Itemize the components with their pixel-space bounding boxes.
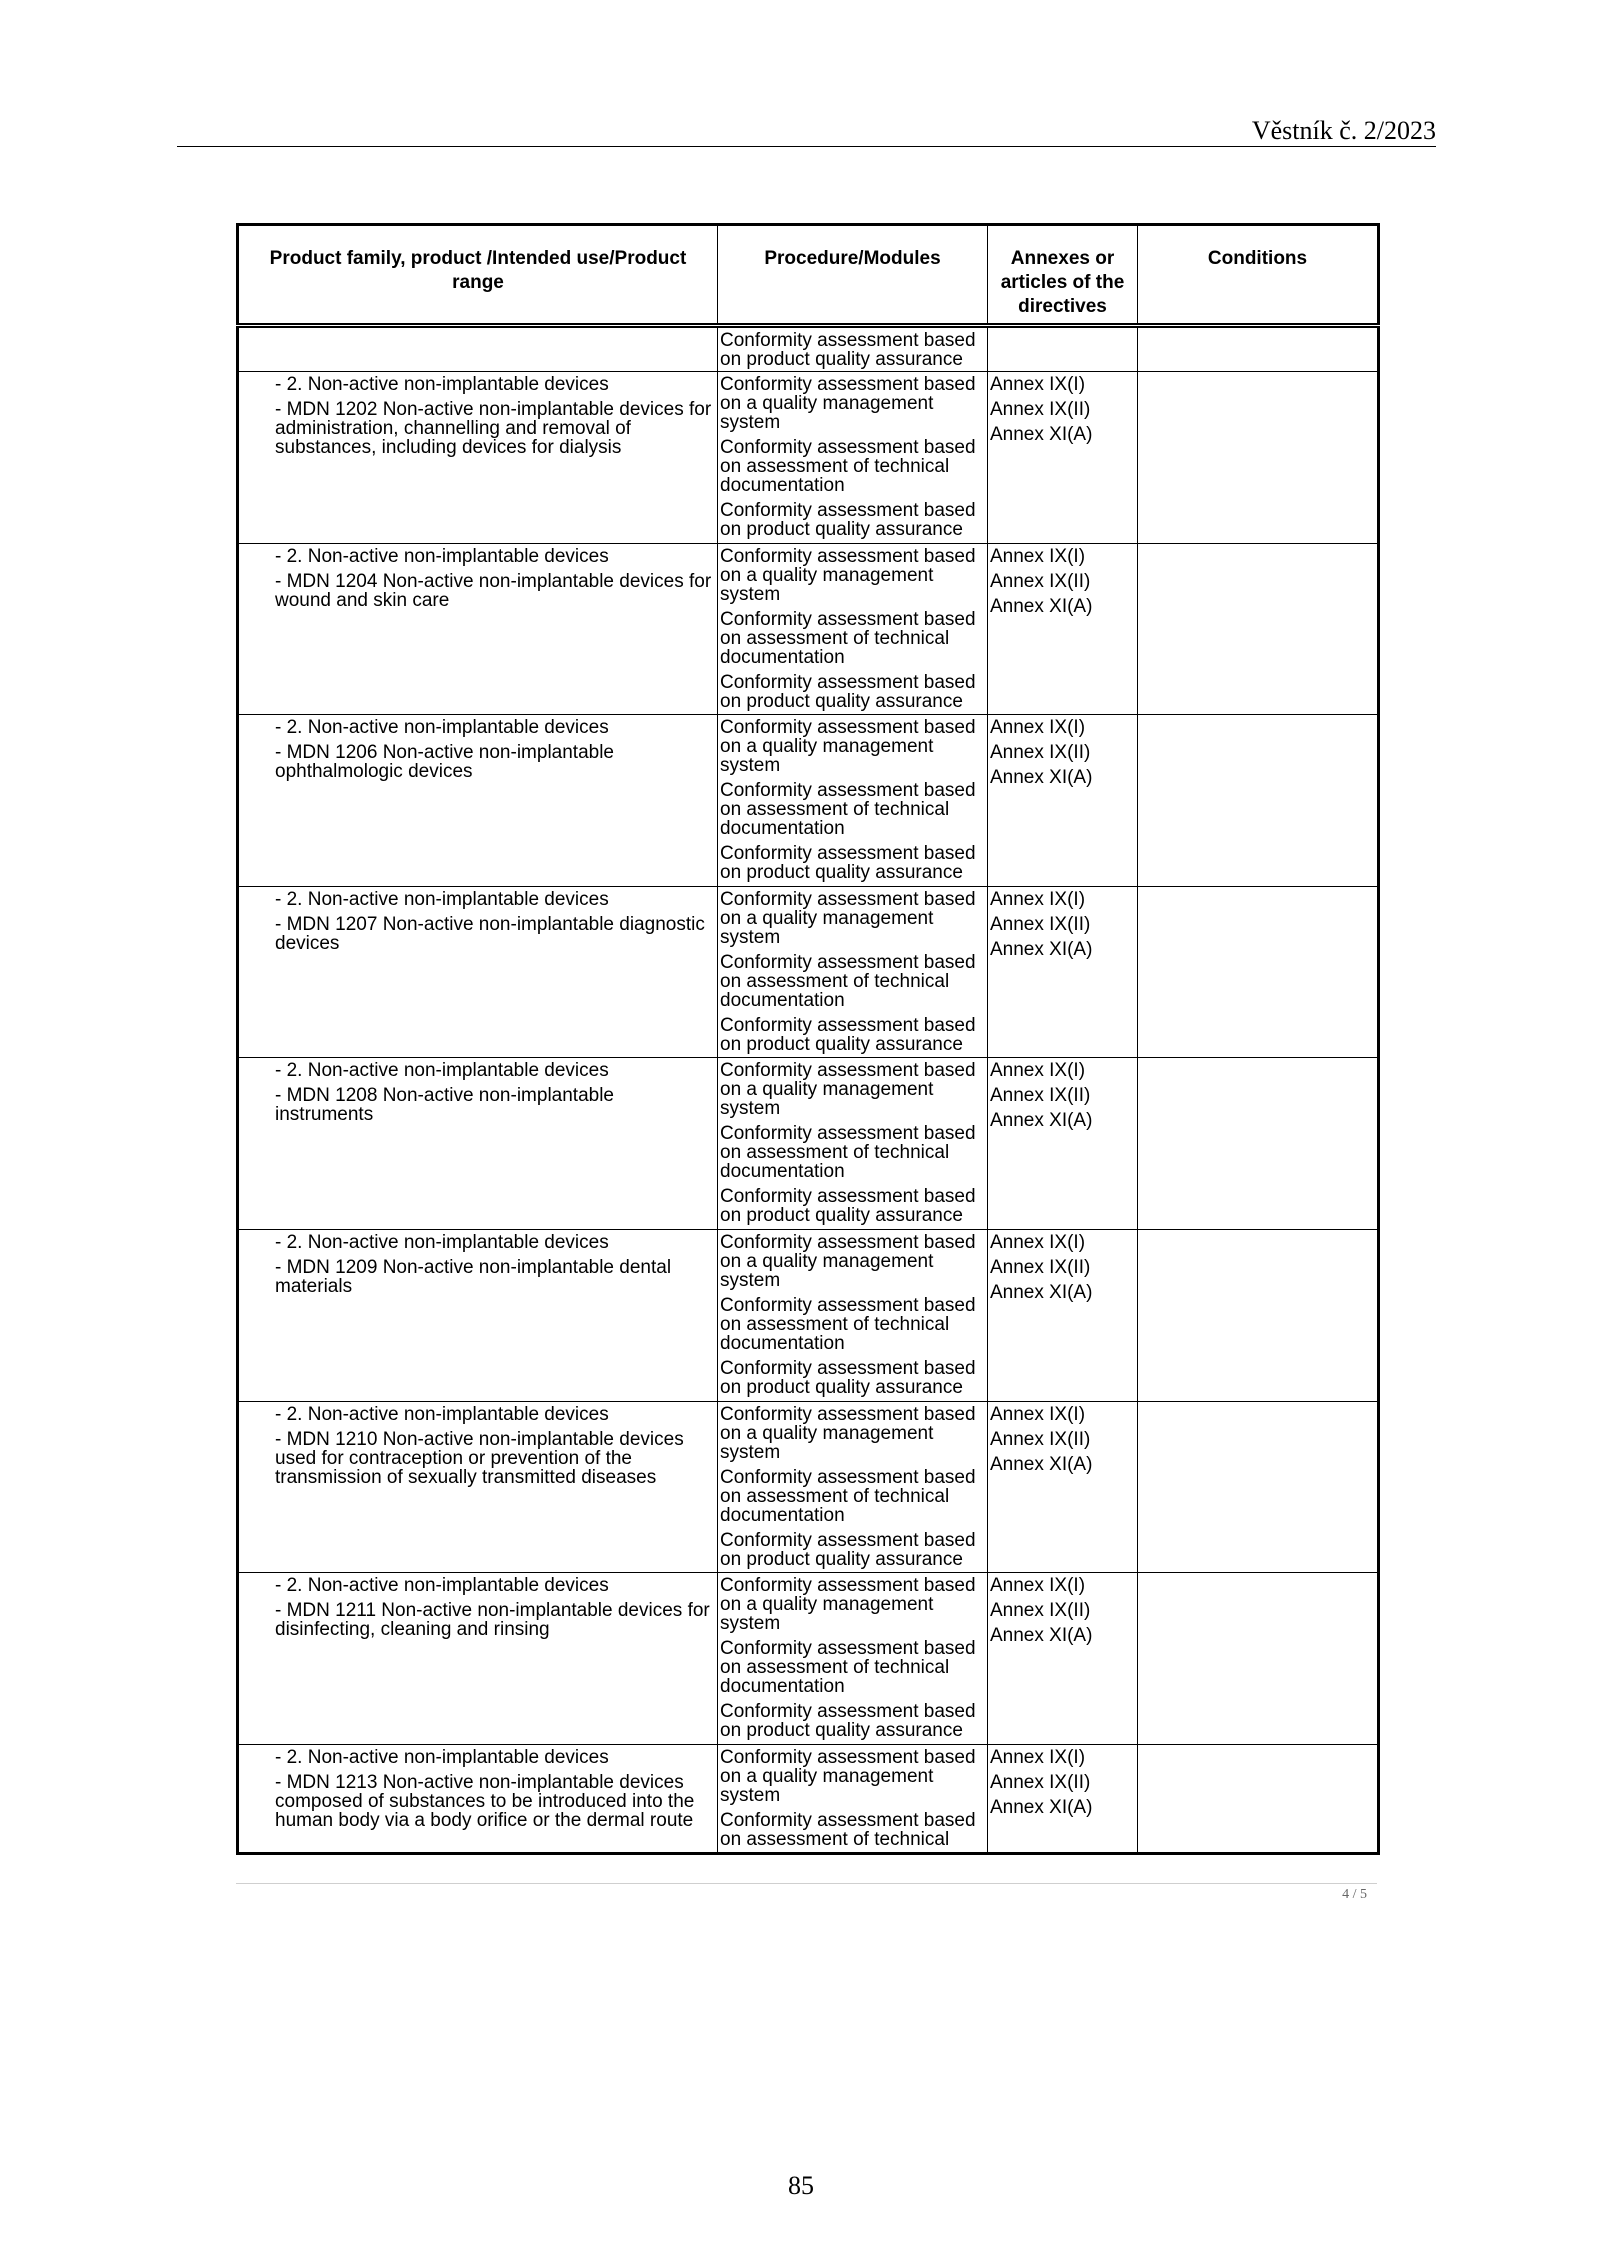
- text-line: on assessment of technical: [720, 1313, 950, 1335]
- text-line: on assessment of technical: [720, 1485, 950, 1507]
- annex-reference: Annex XI(A): [990, 1625, 1093, 1647]
- text-line: Conformity assessment based: [720, 1638, 976, 1660]
- table-body: [238, 326, 1379, 1854]
- text-line: on a quality management: [720, 736, 934, 758]
- column-header-procedure: [718, 225, 988, 326]
- text-line: on a quality management: [720, 1765, 934, 1787]
- text-line: system: [720, 1269, 781, 1291]
- conditions-cell: [1138, 1229, 1379, 1401]
- table-row: [238, 1058, 1379, 1230]
- text-line: Conformity assessment based: [720, 1403, 976, 1425]
- text-line: transmission of sexually transmitted diseases: [275, 1466, 657, 1488]
- text-line: - 2. Non-active non-implantable devices: [275, 888, 609, 910]
- text-line: on a quality management: [720, 1422, 934, 1444]
- column-header-line: articles of the: [1000, 272, 1125, 293]
- text-line: Conformity assessment based: [720, 437, 976, 458]
- procedure-paragraph: [720, 953, 987, 1010]
- procedure-paragraph: [720, 1576, 987, 1633]
- product-paragraph: [275, 1086, 717, 1124]
- product-paragraph: [275, 915, 717, 953]
- text-line: Conformity assessment based: [720, 1746, 976, 1768]
- product-paragraph: [275, 1258, 717, 1296]
- annex-reference: Annex IX(I): [990, 1575, 1086, 1597]
- journal-masthead: Věstník č. 2/2023: [1251, 116, 1436, 145]
- product-cell: [238, 1744, 718, 1853]
- conditions-cell: [1138, 372, 1379, 544]
- conditions-cell: [1138, 326, 1379, 372]
- table-row: [238, 543, 1379, 715]
- text-line: Conformity assessment based: [720, 1575, 976, 1597]
- table-header: [238, 225, 1379, 326]
- text-line: - 2. Non-active non-implantable devices: [275, 717, 609, 739]
- procedure-paragraph: [720, 1359, 987, 1397]
- product-cell: [238, 1401, 718, 1573]
- text-line: - 2. Non-active non-implantable devices: [275, 1403, 609, 1425]
- text-line: on assessment of technical: [720, 627, 950, 649]
- text-line: - MDN 1211 Non-active non-implantable devices for: [275, 1600, 710, 1622]
- procedure-paragraph: [720, 547, 987, 604]
- table-row: [238, 1744, 1379, 1853]
- annex-reference: Annex IX(I): [990, 1746, 1086, 1768]
- text-line: system: [720, 755, 781, 777]
- text-line: Conformity assessment based: [720, 1294, 976, 1316]
- annex-reference: Annex XI(A): [990, 1281, 1093, 1303]
- product-paragraph: [275, 1773, 717, 1830]
- text-line: used for contraception or prevention of the: [275, 1447, 633, 1469]
- table-row: [238, 715, 1379, 887]
- procedure-paragraph: [720, 890, 987, 947]
- footer-divider: [236, 1883, 1377, 1884]
- product-paragraph: [275, 1061, 717, 1080]
- text-line: Conformity assessment based: [720, 671, 976, 693]
- procedure-cell: [718, 543, 988, 715]
- annex-reference: Annex IX(II): [990, 570, 1091, 592]
- text-line: Conformity assessment based: [720, 500, 976, 521]
- annex-cell: [988, 326, 1138, 372]
- column-header-line: Product family, product /Intended use/Product: [269, 248, 687, 269]
- text-line: on product quality assurance: [720, 862, 963, 884]
- annex-reference: Annex IX(I): [990, 1060, 1086, 1082]
- product-cell: [238, 372, 718, 544]
- text-line: Conformity assessment based: [720, 1231, 976, 1253]
- text-line: on product quality assurance: [720, 349, 963, 370]
- product-paragraph: [275, 1748, 717, 1767]
- conditions-cell: [1138, 1401, 1379, 1573]
- text-line: Conformity assessment based: [720, 1466, 976, 1488]
- annex-reference: Annex IX(II): [990, 1771, 1091, 1793]
- text-line: on product quality assurance: [720, 1205, 963, 1227]
- procedure-paragraph: [720, 438, 987, 495]
- procedure-paragraph: [720, 1061, 987, 1118]
- text-line: substances, including devices for dialysis: [275, 437, 622, 458]
- annex-cell: [988, 715, 1138, 887]
- procedure-paragraph: [720, 1639, 987, 1696]
- procedure-cell: [718, 1573, 988, 1745]
- text-line: on product quality assurance: [720, 1033, 963, 1055]
- text-line: Conformity assessment based: [720, 330, 976, 351]
- annex-reference: Annex XI(A): [990, 938, 1093, 960]
- text-line: Conformity assessment based: [720, 888, 976, 910]
- annex-reference: Annex IX(II): [990, 1085, 1091, 1107]
- conditions-cell: [1138, 543, 1379, 715]
- annex-reference: Annex IX(I): [990, 374, 1086, 395]
- conformity-table: [236, 223, 1380, 1855]
- procedure-paragraph: [720, 1702, 987, 1740]
- annex-cell: [988, 1744, 1138, 1853]
- text-line: on assessment of technical: [720, 1142, 950, 1164]
- product-cell: [238, 1058, 718, 1230]
- text-line: materials: [275, 1275, 353, 1297]
- procedure-paragraph: [720, 610, 987, 667]
- table-row: [238, 886, 1379, 1058]
- conditions-cell: [1138, 1058, 1379, 1230]
- annex-reference: Annex XI(A): [990, 1796, 1093, 1818]
- column-header-line: Conditions: [1207, 248, 1308, 269]
- text-line: Conformity assessment based: [720, 608, 976, 630]
- text-line: documentation: [720, 1161, 845, 1183]
- procedure-cell: [718, 1744, 988, 1853]
- procedure-paragraph: [720, 718, 987, 775]
- text-line: system: [720, 1613, 781, 1635]
- annex-reference: Annex IX(I): [990, 1403, 1086, 1425]
- text-line: on assessment of technical: [720, 1657, 950, 1679]
- text-line: on assessment of technical: [720, 799, 950, 821]
- text-line: on a quality management: [720, 1250, 934, 1272]
- annex-reference: Annex IX(I): [990, 545, 1086, 567]
- text-line: - 2. Non-active non-implantable devices: [275, 1231, 609, 1253]
- procedure-paragraph: [720, 781, 987, 838]
- masthead-divider: [177, 146, 1436, 147]
- text-line: documentation: [720, 989, 845, 1011]
- conditions-cell: [1138, 715, 1379, 887]
- procedure-cell: [718, 715, 988, 887]
- text-line: wound and skin care: [275, 589, 450, 611]
- annex-reference: Annex XI(A): [990, 595, 1093, 617]
- text-line: on a quality management: [720, 393, 934, 414]
- text-line: Conformity assessment based: [720, 951, 976, 973]
- annex-reference: Annex IX(II): [990, 1256, 1091, 1278]
- text-line: instruments: [275, 1104, 374, 1126]
- text-line: system: [720, 1098, 781, 1120]
- procedure-paragraph: [720, 501, 987, 539]
- procedure-paragraph: [720, 673, 987, 711]
- text-line: on a quality management: [720, 907, 934, 929]
- product-paragraph: [275, 375, 717, 394]
- text-line: Conformity assessment based: [720, 717, 976, 739]
- text-line: Conformity assessment based: [720, 1186, 976, 1208]
- text-line: - 2. Non-active non-implantable devices: [275, 1575, 609, 1597]
- text-line: on product quality assurance: [720, 690, 963, 712]
- text-line: Conformity assessment based: [720, 1060, 976, 1082]
- annex-reference: Annex IX(II): [990, 1428, 1091, 1450]
- text-line: Conformity assessment based: [720, 1014, 976, 1036]
- page-counter: 4 / 5: [1342, 1887, 1367, 1902]
- annex-cell: [988, 1058, 1138, 1230]
- text-line: on product quality assurance: [720, 1376, 963, 1398]
- conditions-cell: [1138, 1744, 1379, 1853]
- text-line: on product quality assurance: [720, 519, 963, 540]
- annex-reference: Annex XI(A): [990, 424, 1093, 445]
- product-paragraph: [275, 1576, 717, 1595]
- procedure-cell: [718, 1401, 988, 1573]
- annex-cell: [988, 886, 1138, 1058]
- procedure-cell: [718, 1229, 988, 1401]
- text-line: - 2. Non-active non-implantable devices: [275, 1746, 609, 1768]
- product-paragraph: [275, 1405, 717, 1424]
- text-line: Conformity assessment based: [720, 545, 976, 567]
- text-line: on assessment of technical: [720, 970, 950, 992]
- text-line: documentation: [720, 1504, 845, 1526]
- table-row: [238, 1229, 1379, 1401]
- procedure-paragraph: [720, 1124, 987, 1181]
- text-line: on assessment of technical: [720, 1828, 950, 1850]
- annex-cell: [988, 372, 1138, 544]
- annex-reference: Annex IX(I): [990, 1231, 1086, 1253]
- text-line: Conformity assessment based: [720, 843, 976, 865]
- annex-reference: Annex IX(II): [990, 913, 1091, 935]
- product-paragraph: [275, 743, 717, 781]
- text-line: system: [720, 412, 781, 433]
- text-line: on a quality management: [720, 1079, 934, 1101]
- product-cell: [238, 543, 718, 715]
- text-line: system: [720, 926, 781, 948]
- text-line: - 2. Non-active non-implantable devices: [275, 374, 609, 395]
- text-line: documentation: [720, 1676, 845, 1698]
- text-line: - MDN 1207 Non-active non-implantable diagnostic: [275, 913, 705, 935]
- text-line: Conformity assessment based: [720, 1357, 976, 1379]
- text-line: disinfecting, cleaning and rinsing: [275, 1619, 550, 1641]
- product-paragraph: [275, 890, 717, 909]
- procedure-paragraph: [720, 331, 987, 369]
- column-header-annexes: [988, 225, 1138, 326]
- table-row: [238, 1573, 1379, 1745]
- text-line: Conformity assessment based: [720, 374, 976, 395]
- column-header-product: [238, 225, 718, 326]
- annex-reference: Annex XI(A): [990, 1453, 1093, 1475]
- product-cell: [238, 886, 718, 1058]
- product-paragraph: [275, 1601, 717, 1639]
- procedure-paragraph: [720, 1531, 987, 1569]
- product-cell: [238, 715, 718, 887]
- text-line: system: [720, 1441, 781, 1463]
- annex-reference: Annex XI(A): [990, 767, 1093, 789]
- text-line: - MDN 1210 Non-active non-implantable devices: [275, 1428, 684, 1450]
- procedure-paragraph: [720, 1016, 987, 1054]
- text-line: - MDN 1204 Non-active non-implantable devices for: [275, 570, 712, 592]
- page-number: 85: [788, 2171, 814, 2200]
- annex-reference: Annex XI(A): [990, 1110, 1093, 1132]
- column-header-line: directives: [1018, 296, 1107, 317]
- annex-reference: Annex IX(II): [990, 742, 1091, 764]
- text-line: on a quality management: [720, 1594, 934, 1616]
- procedure-paragraph: [720, 1187, 987, 1225]
- product-paragraph: [275, 718, 717, 737]
- procedure-paragraph: [720, 1748, 987, 1805]
- text-line: Conformity assessment based: [720, 1123, 976, 1145]
- text-line: documentation: [720, 646, 845, 668]
- table-row: [238, 1401, 1379, 1573]
- procedure-paragraph: [720, 1468, 987, 1525]
- text-line: - MDN 1208 Non-active non-implantable: [275, 1085, 614, 1107]
- column-header-conditions: [1138, 225, 1379, 326]
- column-header-line: Annexes or: [1010, 248, 1115, 269]
- text-line: Conformity assessment based: [720, 1529, 976, 1551]
- procedure-cell: [718, 1058, 988, 1230]
- text-line: - MDN 1206 Non-active non-implantable: [275, 742, 614, 764]
- annex-reference: Annex IX(II): [990, 399, 1091, 420]
- text-line: devices: [275, 932, 340, 954]
- text-line: system: [720, 1784, 781, 1806]
- text-line: system: [720, 583, 781, 605]
- text-line: documentation: [720, 818, 845, 840]
- table-row: [238, 326, 1379, 372]
- text-line: human body via a body orifice or the dermal route: [275, 1809, 694, 1831]
- procedure-paragraph: [720, 1296, 987, 1353]
- annex-reference: Annex IX(I): [990, 888, 1086, 910]
- text-line: - MDN 1213 Non-active non-implantable devices: [275, 1771, 684, 1793]
- column-header-line: Procedure/Modules: [764, 248, 941, 269]
- product-cell: [238, 326, 718, 372]
- product-cell: [238, 1229, 718, 1401]
- text-line: documentation: [720, 475, 845, 496]
- annex-cell: [988, 1573, 1138, 1745]
- text-line: administration, channelling and removal of: [275, 418, 631, 439]
- product-paragraph: [275, 1430, 717, 1487]
- product-paragraph: [275, 547, 717, 566]
- annex-reference: Annex IX(I): [990, 717, 1086, 739]
- text-line: on a quality management: [720, 564, 934, 586]
- text-line: - MDN 1209 Non-active non-implantable dental: [275, 1256, 672, 1278]
- procedure-paragraph: [720, 1811, 987, 1849]
- text-line: Conformity assessment based: [720, 780, 976, 802]
- conditions-cell: [1138, 1573, 1379, 1745]
- annex-cell: [988, 543, 1138, 715]
- table-row: [238, 372, 1379, 544]
- text-line: on product quality assurance: [720, 1720, 963, 1742]
- procedure-cell: [718, 326, 988, 372]
- product-cell: [238, 1573, 718, 1745]
- text-line: - MDN 1202 Non-active non-implantable devices for: [275, 399, 712, 420]
- text-line: on assessment of technical: [720, 456, 950, 477]
- text-line: documentation: [720, 1332, 845, 1354]
- product-paragraph: [275, 400, 717, 457]
- text-line: ophthalmologic devices: [275, 761, 473, 783]
- text-line: Conformity assessment based: [720, 1701, 976, 1723]
- procedure-paragraph: [720, 375, 987, 432]
- annex-reference: Annex IX(II): [990, 1600, 1091, 1622]
- annex-cell: [988, 1401, 1138, 1573]
- product-paragraph: [275, 572, 717, 610]
- text-line: - 2. Non-active non-implantable devices: [275, 1060, 609, 1082]
- procedure-cell: [718, 886, 988, 1058]
- header-row: [238, 225, 1379, 326]
- procedure-paragraph: [720, 1233, 987, 1290]
- conditions-cell: [1138, 886, 1379, 1058]
- text-line: on product quality assurance: [720, 1548, 963, 1570]
- text-line: Conformity assessment based: [720, 1809, 976, 1831]
- column-header-line: range: [452, 272, 504, 293]
- text-line: composed of substances to be introduced into the: [275, 1790, 695, 1812]
- procedure-cell: [718, 372, 988, 544]
- procedure-paragraph: [720, 844, 987, 882]
- text-line: - 2. Non-active non-implantable devices: [275, 545, 609, 567]
- procedure-paragraph: [720, 1405, 987, 1462]
- product-paragraph: [275, 1233, 717, 1252]
- annex-cell: [988, 1229, 1138, 1401]
